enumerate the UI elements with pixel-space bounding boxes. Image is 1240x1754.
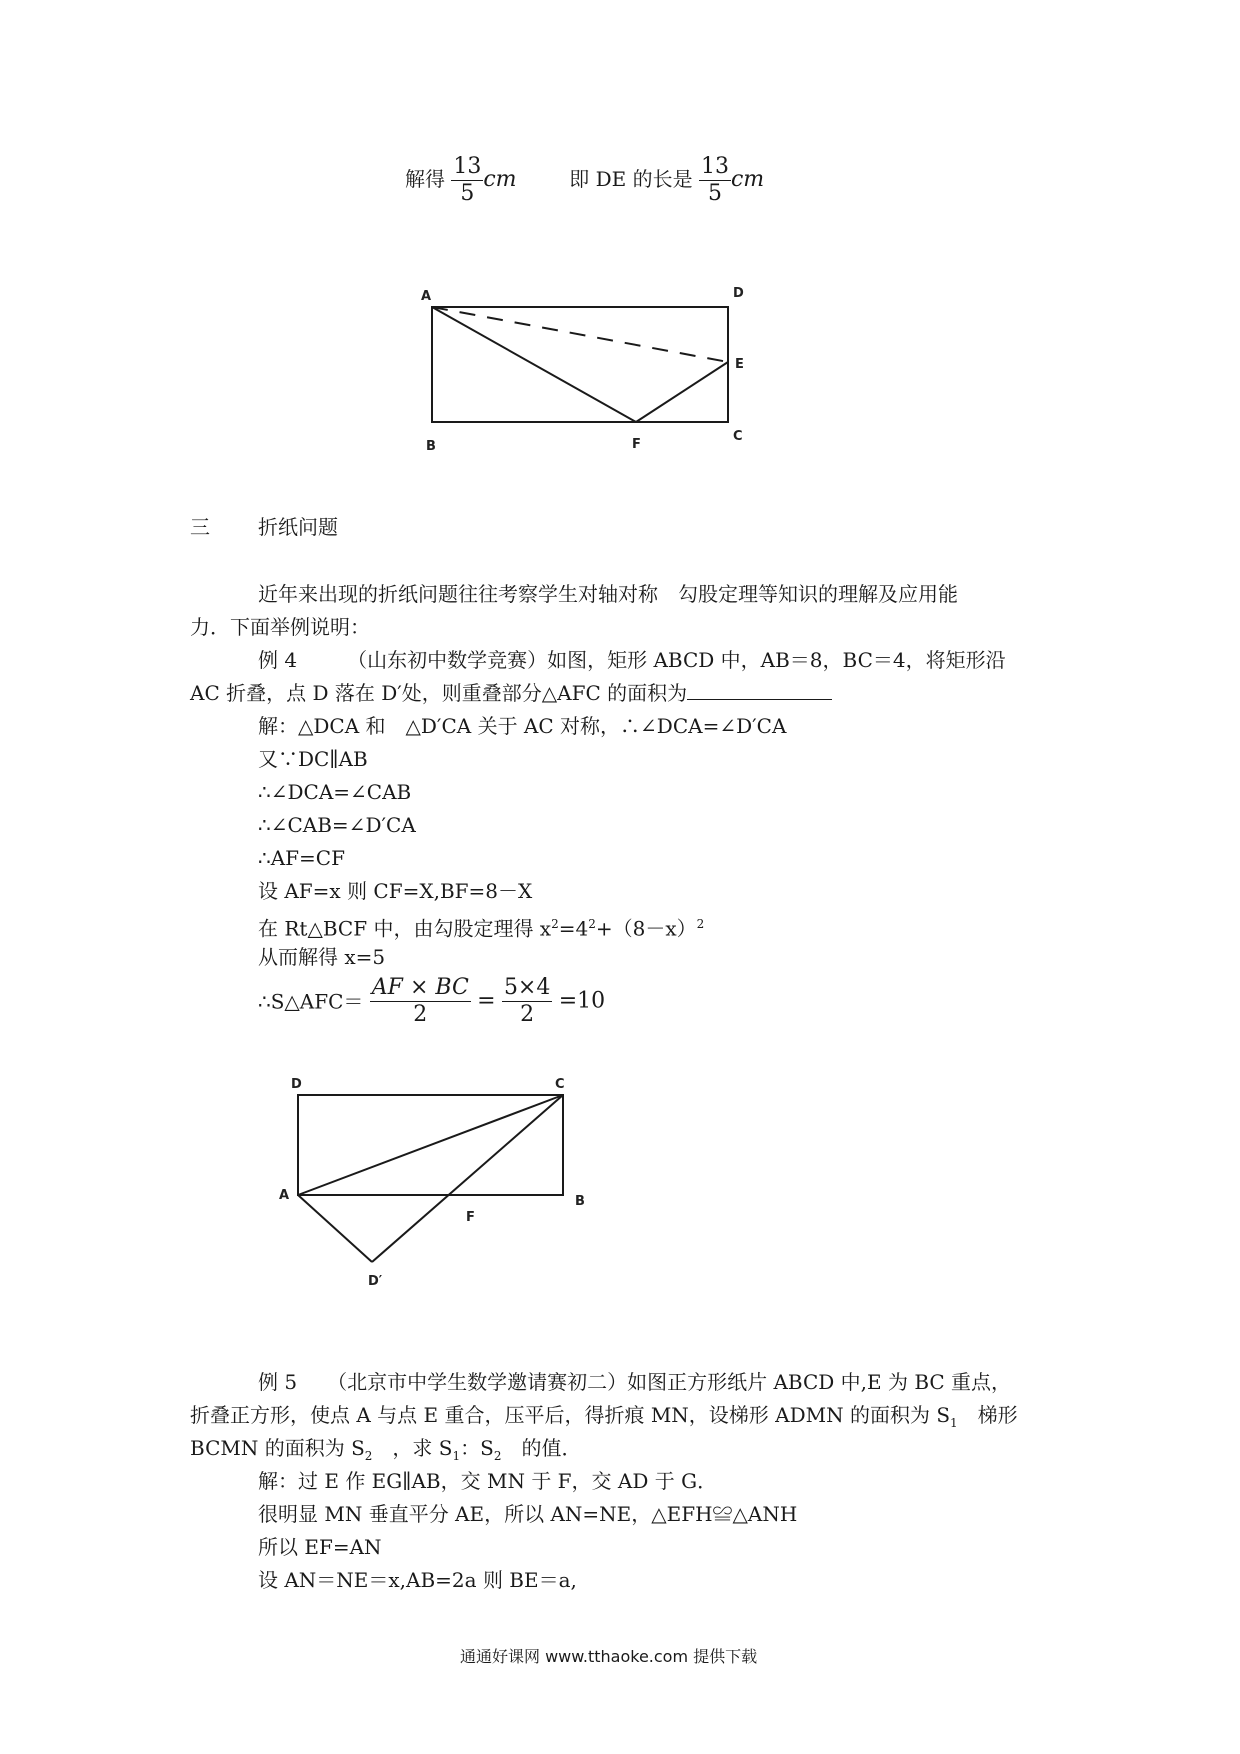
frac-den: 2 (520, 1002, 535, 1027)
answer-prefix: 解得 (405, 167, 445, 191)
ex5-text: ：S (460, 1436, 494, 1460)
pythag-rest: +（8－x） (595, 916, 697, 941)
label-D-prime: D′ (368, 1274, 383, 1289)
intro-line-2: 力．下面举例说明： (190, 615, 370, 639)
example-5-line-2 (190, 1403, 1018, 1435)
label-D: D (733, 286, 744, 301)
exp: 2 (588, 917, 596, 931)
section-title: 折纸问题 (258, 515, 338, 539)
ex5-text: 梯形 (957, 1403, 1018, 1427)
example-4-question: AC 折叠，点 D 落在 D′处，则重叠部分△AFC 的面积为 (190, 681, 688, 705)
label-B: B (575, 1194, 585, 1209)
solution-4-line-1: 解：△DCA 和 △D′CA 关于 AC 对称，∴∠DCA=∠D′CA (258, 714, 787, 738)
ex5-text: BCMN 的面积为 S (190, 1436, 365, 1460)
frac-den: 5 (707, 181, 722, 206)
subscript: 1 (950, 1416, 958, 1430)
solution-5-line-4: 设 AN＝NE＝x,AB=2a 则 BE＝a, (258, 1568, 577, 1592)
ex5-text: 的值． (501, 1436, 582, 1460)
exp: 2 (551, 917, 559, 931)
ex5-text: ，求 S (372, 1436, 453, 1460)
label-F: F (466, 1210, 475, 1225)
unit-cm: cm (730, 167, 765, 192)
solution-5-line-2: 很明显 MN 垂直平分 AE，所以 AN=NE，△EFH≌△ANH (258, 1502, 798, 1526)
intro-line-1: 近年来出现的折纸问题往往考察学生对轴对称 勾股定理等知识的理解及应用能 (258, 582, 958, 606)
footer-credit: 通通好课网 www.tthaoke.com 提供下载 (460, 1647, 758, 1666)
section-number: 三 (190, 515, 210, 539)
subscript: 1 (452, 1449, 461, 1463)
solution-5-line-3: 所以 EF=AN (258, 1535, 382, 1559)
pythag-text: 在 Rt△BCF 中，由勾股定理得 x (258, 916, 552, 941)
solution-4-line-2: 又∵DC∥AB (258, 747, 368, 771)
unit-cm: cm (483, 167, 517, 192)
example-5-line-3 (190, 1436, 581, 1468)
label-C: C (555, 1077, 565, 1092)
solution-4-line-6: 设 AF=x 则 CF=X,BF=8－X (258, 879, 533, 903)
subscript: 2 (493, 1449, 502, 1463)
example-5-line-1: 例 5 （北京市中学生数学邀请赛初二）如图正方形纸片 ABCD 中,E 为 BC 重点， (258, 1370, 1012, 1394)
solution-5-line-1: 解：过 E 作 EG∥AB，交 MN 于 F，交 AD 于 G． (258, 1469, 718, 1493)
label-B: B (426, 439, 436, 454)
label-C: C (733, 429, 743, 444)
frac-num: 13 (700, 154, 729, 179)
example-4-line-1: 例 4 （山东初中数学竞赛）如图，矩形 ABCD 中，AB＝8，BC＝4，将矩形沿 (258, 648, 1006, 672)
result: =10 (558, 988, 606, 1014)
label-F: F (632, 437, 641, 452)
ex5-text: 折叠正方形，使点 A 与点 E 重合，压平后，得折痕 MN，设梯形 ADMN 的面积为 S (190, 1403, 951, 1427)
exp: 2 (696, 917, 705, 931)
area-prefix: ∴S△AFC＝ (258, 989, 364, 1014)
frac-num: AF × BC (371, 975, 469, 1000)
label-A: A (421, 289, 432, 304)
label-A: A (279, 1188, 290, 1203)
frac-den: 2 (413, 1002, 428, 1027)
pythag-eq: =4 (558, 916, 589, 941)
subscript: 2 (364, 1449, 373, 1463)
label-E: E (735, 357, 744, 372)
solution-4-line-4: ∴∠CAB=∠D′CA (258, 813, 416, 837)
label-D: D (291, 1077, 302, 1092)
solution-4-line-3: ∴∠DCA=∠CAB (258, 780, 412, 804)
frac-num: 5×4 (503, 975, 551, 1000)
answer-mid: 即 DE 的长是 (569, 167, 693, 191)
frac-den: 5 (460, 181, 475, 206)
frac-num: 13 (453, 154, 482, 179)
equals: = (477, 988, 496, 1014)
solution-4-line-8: 从而解得 x=5 (258, 945, 386, 969)
solution-4-line-5: ∴AF=CF (258, 846, 345, 870)
